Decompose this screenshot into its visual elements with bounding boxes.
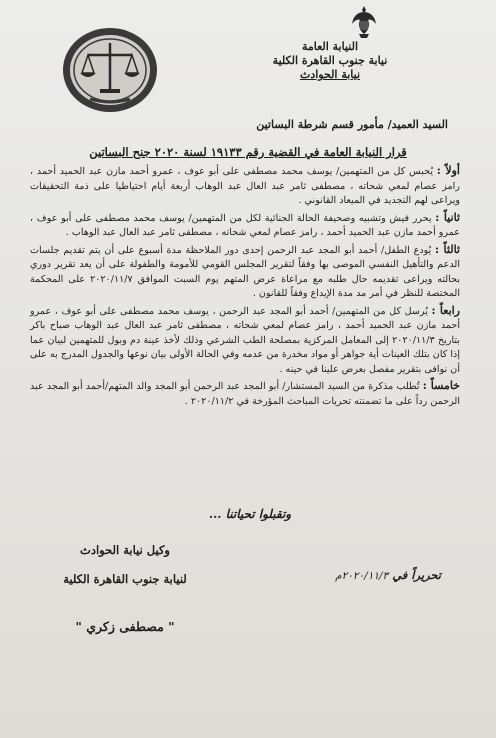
date-value: ٢٠٢٠/١١/٣م	[335, 570, 389, 582]
eagle-emblem-icon	[350, 4, 378, 40]
decision-title: قرار النيابة العامة في القضية رقم ١٩١٣٣ لسنة ٢٠٢٠ جنح البساتين	[89, 145, 407, 159]
agency-line-1: النيابة العامة	[301, 40, 359, 53]
signer-title-1: وكيل نيابة الحوادث	[80, 543, 170, 557]
decision-item-5	[30, 379, 460, 409]
addressee: السيد العميد/ مأمور قسم شرطة البساتين	[256, 118, 448, 131]
item-text: يُودع الطفل/ أحمد أبو المجد عبد الرحمن إحدى دور الملاحظة مدة أسبوع على أن يتم تقديم جلسات الدعم والتأهيل النفسي الموصى بها وفقاً لتقرير المجلس القومي للأمومة والطفولة على أن يعد تقرير دوري بحالته ويراعى تقديمه حال طلبه مع مراعاة عرض المتهم يوم السبت الموافق ٢٠٢٠/١١/٧ على المحكمة المختصة للنظر في أمر مد مدة الإيداع وفقاً للقانون .	[30, 244, 461, 299]
item-label: ثالثاً :	[434, 242, 460, 256]
agency-line-2: نيابة جنوب القاهرة الكلية	[272, 54, 388, 67]
decision-item-2	[30, 211, 460, 241]
item-label: أولاً :	[436, 164, 460, 177]
agency-line-3: نيابة الحوادث	[299, 68, 361, 81]
decision-items	[30, 164, 460, 411]
signer-title-2: لنيابة جنوب القاهرة الكلية	[63, 572, 187, 586]
closing-salutation: وتقبلوا تحياتنا ...	[208, 507, 292, 521]
prosecution-seal-icon	[60, 25, 160, 115]
item-text: تُطلب مذكرة من السيد المستشار/ أبو المجد عبد الرحمن أبو المجد والد المتهم/أحمد أبو المجد عبد الرحمن رداً على ما تضمنته تحريات المباحث المؤرخة في ٢٠٢٠/١١/٢ .	[30, 381, 460, 407]
decision-item-4	[30, 304, 460, 378]
item-text: يُحبس كل من المتهمين/ يوسف محمد مصطفى على أبو عوف ، عمرو أحمد مازن عبد الحميد أحمد ، رامز عصام لمعي شحاته ، مصطفى ثامر عبد العال عبد الوهاب أربعة أيام احتياطيا على ذمة التحقيقات ويراعى لهم التجديد في الميعاد القانوني .	[30, 166, 460, 206]
signer-name: " مصطفى زكري "	[75, 619, 175, 634]
item-text: يُرسل كل من المتهمين/ أحمد أبو المجد عبد الرحمن ، يوسف محمد مصطفى على أبو عوف ، عمرو أحمد مازن عبد الحميد أحمد ، رامز عصام لمعي شحاته ، مصطفى ثامر عبد العال عبد الوهاب صباح باكر بتاريخ ٢٠٢٠/١١/٣ إلى المعامل المركزية بمصلحة الطب الشرعي وذلك لأخذ عينة دم وبول للمتهمين لبيان عما إذا كان بتلك العينات أية جواهر أو مواد مخدرة من عدمه وفي الحالة الأولى بيان نوعها والجدول المدرج به على أن نوافى بتقرير مفصل بعرض علينا في حينه .	[30, 305, 460, 375]
item-label: رابعاً :	[431, 303, 460, 317]
item-text: يحرر فيش وتشبيه وصحيفة الحالة الجنائية لكل من المتهمين/ يوسف محمد مصطفى على أبو عوف ، عمرو أحمد مازن عبد الحميد أحمد ، رامز عصام لمعي شحاته ، مصطفى ثامر عبد العال عبد الوهاب .	[30, 212, 460, 238]
agency-header	[230, 40, 430, 82]
date-label: تحريراً في	[392, 568, 441, 582]
decision-item-1	[30, 164, 460, 209]
decision-item-3	[30, 243, 460, 302]
date-line	[335, 568, 441, 582]
item-label: ثانياً :	[435, 210, 460, 224]
signature-block	[45, 536, 205, 641]
item-label: خامساً :	[422, 379, 460, 392]
